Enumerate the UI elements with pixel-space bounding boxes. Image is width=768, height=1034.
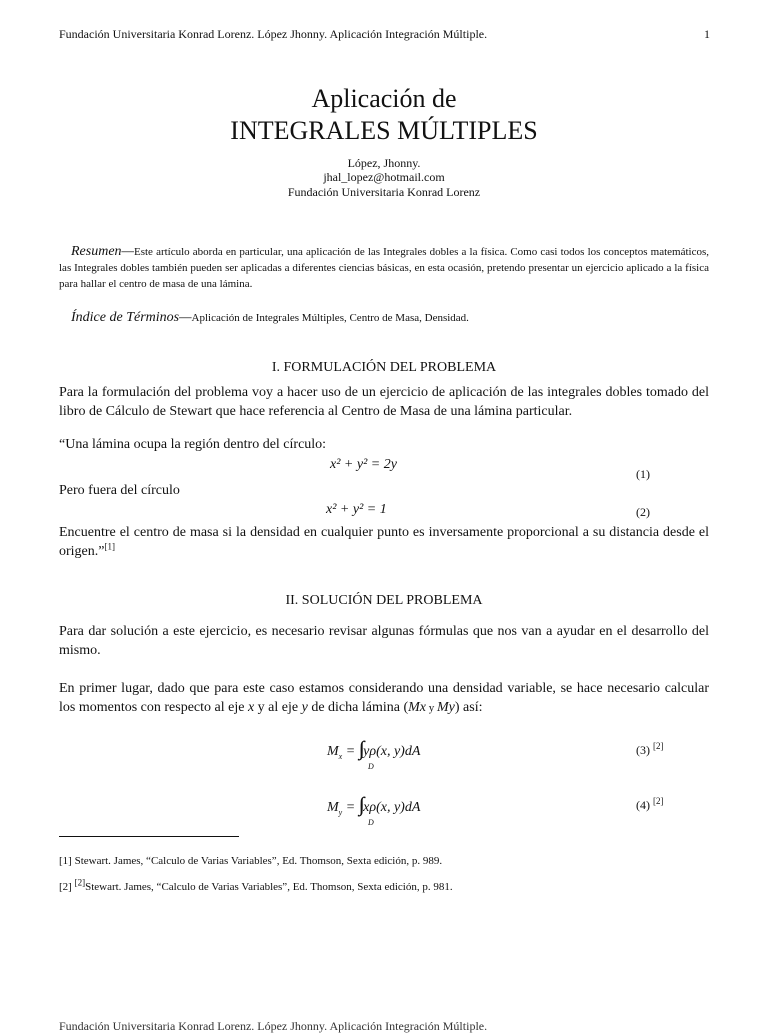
author-name: López, Jhonny. xyxy=(347,156,421,170)
section2-paragraph-1: Para dar solución a este ejercicio, es necesario revisar algunas fórmulas que nos van a ayudar en el desarrollo del mismo. xyxy=(59,624,709,658)
equation-4: $M_y$ = ∫∫ xρ(x, y)dA xyxy=(327,794,421,817)
p2-part-a: En primer lugar, dado que para este caso estamos considerando una densidad variable, se hace necesario calcular los momentos con respecto al eje xyxy=(59,681,709,715)
section2-paragraph-2 xyxy=(59,679,709,718)
section1-paragraph-2 xyxy=(59,523,709,561)
author-email[interactable]: jhal_lopez@hotmail.com xyxy=(323,170,445,184)
p2-var-y: y xyxy=(301,700,308,715)
index-terms-text: Aplicación de Integrales Múltiples, Centro de Masa, Densidad. xyxy=(191,312,469,324)
author-affiliation: Fundación Universitaria Konrad Lorenz xyxy=(287,185,481,199)
index-terms xyxy=(59,310,709,326)
equation-3: $M_x$ = ∫∫ yρ(x, y)dA xyxy=(327,738,421,761)
section-heading-2: II. SOLUCIÓN DEL PROBLEMA xyxy=(285,593,483,608)
eq4-integrand: xρ(x, y)dA xyxy=(363,800,421,815)
citation-1[interactable]: [1] xyxy=(104,541,115,552)
eq3-integrand: yρ(x, y)dA xyxy=(363,744,421,759)
running-header: Fundación Universitaria Konrad Lorenz. López Jhonny. Aplicación Integración Múltiple. xyxy=(59,27,488,41)
p2-part-c: de dicha lámina ( xyxy=(307,700,409,715)
index-terms-label: Índice de Términos— xyxy=(71,310,192,325)
footnote-2-num: [2] xyxy=(59,881,75,893)
p2-var-x: x xyxy=(247,700,255,715)
eq3-num: (3) xyxy=(636,743,650,757)
eq3-domain: D xyxy=(368,762,374,771)
footnote-2-text: Stewart. James, “Calculo de Varias Variables”, Ed. Thomson, Sexta edición, p. 981. xyxy=(85,881,453,893)
citation-2a[interactable]: [2] xyxy=(653,741,664,751)
equation-1-number: (1) xyxy=(636,467,650,481)
equation-3-number xyxy=(636,743,664,758)
abstract xyxy=(59,244,709,292)
p2-var-my: My xyxy=(437,700,455,715)
section1-paragraph-2-text: Encuentre el centro de masa si la densidad en cualquier punto es inversamente proporcional a su distancia desde el origen.” xyxy=(59,525,709,559)
title-line-1: Aplicación de xyxy=(311,84,457,113)
p2-var-mx: Mx xyxy=(408,700,426,715)
eq4-subscript: y xyxy=(338,808,343,817)
page-number: 1 xyxy=(704,27,710,41)
p2-part-b: y al eje xyxy=(254,700,302,715)
equation-2-number: (2) xyxy=(636,505,650,519)
eq3-subscript: x xyxy=(338,752,343,761)
equation-4-number xyxy=(636,798,664,813)
p2-part-d: ) así: xyxy=(454,700,483,715)
eq4-domain: D xyxy=(368,818,374,827)
quote-start: “Una lámina ocupa la región dentro del círculo: xyxy=(59,437,327,452)
p2-and: y xyxy=(426,702,437,714)
footnote-divider xyxy=(59,836,239,837)
section1-paragraph-1: Para la formulación del problema voy a hacer uso de un ejercicio de aplicación de las integrales dobles tomado del libro de Cálculo de Stewart que hace referencia al Centro de Masa de una lámina particular. xyxy=(59,385,709,419)
footnote-2 xyxy=(59,877,453,893)
citation-2b[interactable]: [2] xyxy=(653,796,664,806)
between-text: Pero fuera del círculo xyxy=(59,483,180,498)
eq4-M: M xyxy=(327,800,339,815)
equation-1: x² + y² = 2y xyxy=(330,457,397,472)
title-line-2: INTEGRALES MÚLTIPLES xyxy=(230,116,538,145)
eq4-num: (4) xyxy=(636,798,650,812)
section-heading-1: I. FORMULACIÓN DEL PROBLEMA xyxy=(271,360,497,375)
abstract-text: Este artículo aborda en particular, una aplicación de las Integrales dobles a la física. Como casi todos los conceptos matemáticos, las Integrales dobles también pueden ser aplicadas a diferentes ciencias básicas, en esta ocasión, pretendo presentar un ejercicio aplicado a la física para hallar el centro de masa de una lámina. xyxy=(59,246,709,290)
double-integral-symbol: ∫∫ xyxy=(358,738,360,760)
page-footer: Fundación Universitaria Konrad Lorenz. López Jhonny. Aplicación Integración Múltiple. xyxy=(59,1019,488,1033)
footnote-2-ref: [2] xyxy=(74,877,86,888)
double-integral-symbol: ∫∫ xyxy=(358,794,360,816)
abstract-label: Resumen— xyxy=(71,244,134,259)
equation-2: x² + y² = 1 xyxy=(326,502,387,517)
footnote-1: [1] Stewart. James, “Calculo de Varias Variables”, Ed. Thomson, Sexta edición, p. 989. xyxy=(59,855,443,867)
eq3-M: M xyxy=(327,744,339,759)
